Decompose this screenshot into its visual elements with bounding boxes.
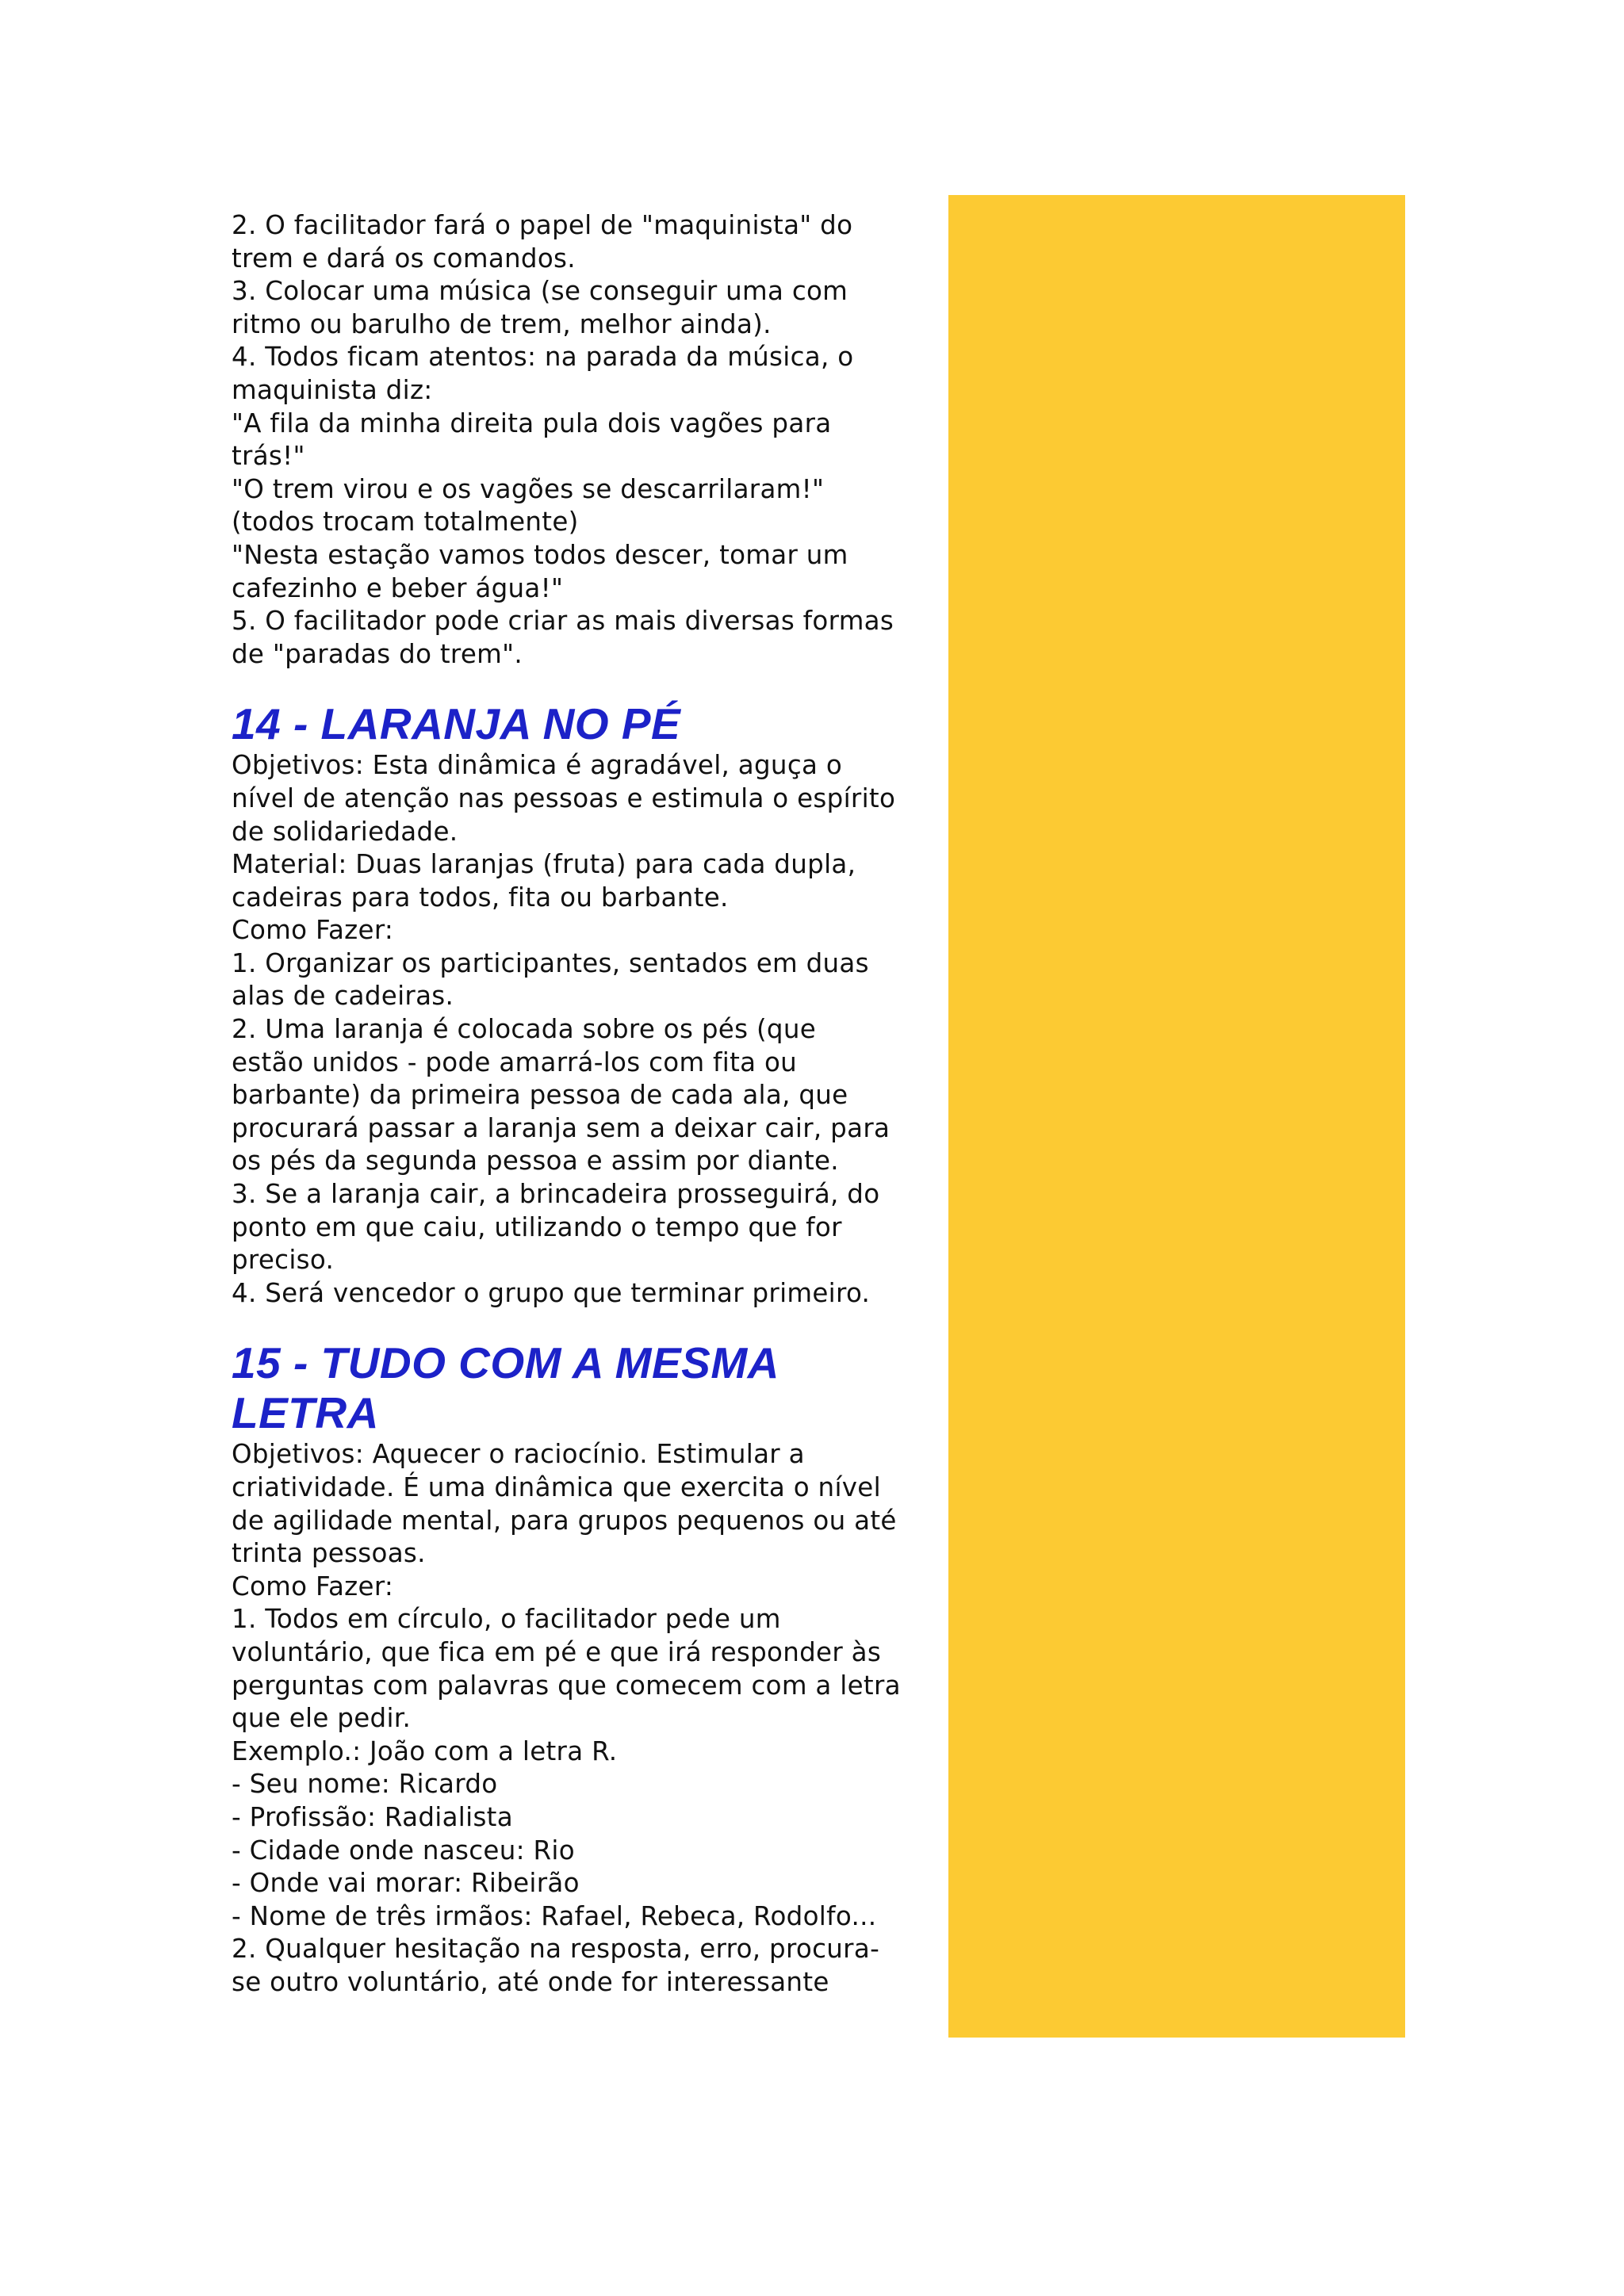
text-line: Exemplo.: João com a letra R. — [232, 1735, 618, 1766]
spacer — [232, 1310, 929, 1338]
text-line: de solidariedade. — [232, 816, 458, 847]
intro-block — [232, 209, 929, 671]
main-text-column — [232, 209, 929, 1999]
text-line: voluntário, que fica em pé e que irá responder às — [232, 1636, 882, 1667]
text-line: que ele pedir. — [232, 1703, 412, 1734]
sidebar-color-block — [948, 195, 1405, 2038]
text-line: de agilidade mental, para grupos pequenos ou até — [232, 1505, 897, 1536]
text-line: 1. Todos em círculo, o facilitador pede um — [232, 1604, 781, 1635]
text-line: criatividade. É uma dinâmica que exercita o nível — [232, 1472, 881, 1502]
text-line: Objetivos: Esta dinâmica é agradável, aguça o — [232, 750, 843, 781]
section-14 — [232, 699, 929, 1310]
text-line: barbante) da primeira pessoa de cada ala, que — [232, 1080, 848, 1111]
text-line: se outro voluntário, até onde for interessante — [232, 1966, 829, 1997]
text-line: - Profissão: Radialista — [232, 1801, 513, 1832]
text-line: estão unidos - pode amarrá-los com fita ou — [232, 1047, 798, 1077]
text-line: alas de cadeiras. — [232, 981, 454, 1012]
text-line: cadeiras para todos, fita ou barbante. — [232, 882, 729, 913]
text-line: trem e dará os comandos. — [232, 243, 576, 274]
spacer — [232, 671, 929, 699]
text-line: nível de atenção nas pessoas e estimula o espírito — [232, 783, 896, 813]
text-line: 4. Será vencedor o grupo que terminar primeiro. — [232, 1277, 871, 1308]
text-line: Como Fazer: — [232, 1571, 394, 1601]
text-line: Material: Duas laranjas (fruta) para cada dupla, — [232, 849, 856, 880]
text-line: maquinista diz: — [232, 374, 433, 405]
section-heading: 15 - TUDO COM A MESMA — [232, 1338, 779, 1388]
text-line: "A fila da minha direita pula dois vagões para — [232, 408, 832, 438]
text-line: de "paradas do trem". — [232, 638, 523, 669]
text-line: os pés da segunda pessoa e assim por diante. — [232, 1146, 839, 1177]
text-line: 4. Todos ficam atentos: na parada da música, o — [232, 342, 854, 373]
text-line: (todos trocam totalmente) — [232, 507, 579, 538]
text-line: "Nesta estação vamos todos descer, tomar um — [232, 539, 848, 570]
text-line: - Nome de três irmãos: Rafael, Rebeca, Rodolfo... — [232, 1900, 877, 1931]
text-line: ritmo ou barulho de trem, melhor ainda). — [232, 308, 772, 339]
section-15 — [232, 1338, 929, 1999]
text-line: Como Fazer: — [232, 915, 394, 946]
text-line: - Seu nome: Ricardo — [232, 1769, 498, 1800]
text-line: trinta pessoas. — [232, 1538, 426, 1569]
text-line: - Cidade onde nasceu: Rio — [232, 1835, 575, 1866]
text-line: 3. Se a laranja cair, a brincadeira prosseguirá, do — [232, 1179, 880, 1210]
section-heading: 14 - LARANJA NO PÉ — [232, 699, 681, 749]
text-line: 5. O facilitador pode criar as mais diversas formas — [232, 606, 894, 637]
text-line: procurará passar a laranja sem a deixar cair, para — [232, 1112, 891, 1143]
text-line: cafezinho e beber água!" — [232, 572, 564, 603]
text-line: 1. Organizar os participantes, sentados em duas — [232, 947, 869, 978]
text-line: 2. Uma laranja é colocada sobre os pés (que — [232, 1014, 817, 1045]
text-line: ponto em que caiu, utilizando o tempo que for — [232, 1211, 842, 1242]
text-line: 3. Colocar uma música (se conseguir uma com — [232, 276, 848, 307]
text-line: "O trem virou e os vagões se descarrilaram!" — [232, 473, 825, 504]
text-line: - Onde vai morar: Ribeirão — [232, 1868, 580, 1899]
text-line: perguntas com palavras que comecem com a letra — [232, 1670, 901, 1701]
text-line: 2. Qualquer hesitação na resposta, erro, procura- — [232, 1934, 880, 1965]
text-line: trás!" — [232, 441, 305, 472]
text-line: Objetivos: Aquecer o raciocínio. Estimular a — [232, 1439, 805, 1470]
text-line: 2. O facilitador fará o papel de "maquinista" do — [232, 210, 853, 240]
section-heading-continued: LETRA — [232, 1388, 379, 1438]
text-line: preciso. — [232, 1245, 335, 1276]
